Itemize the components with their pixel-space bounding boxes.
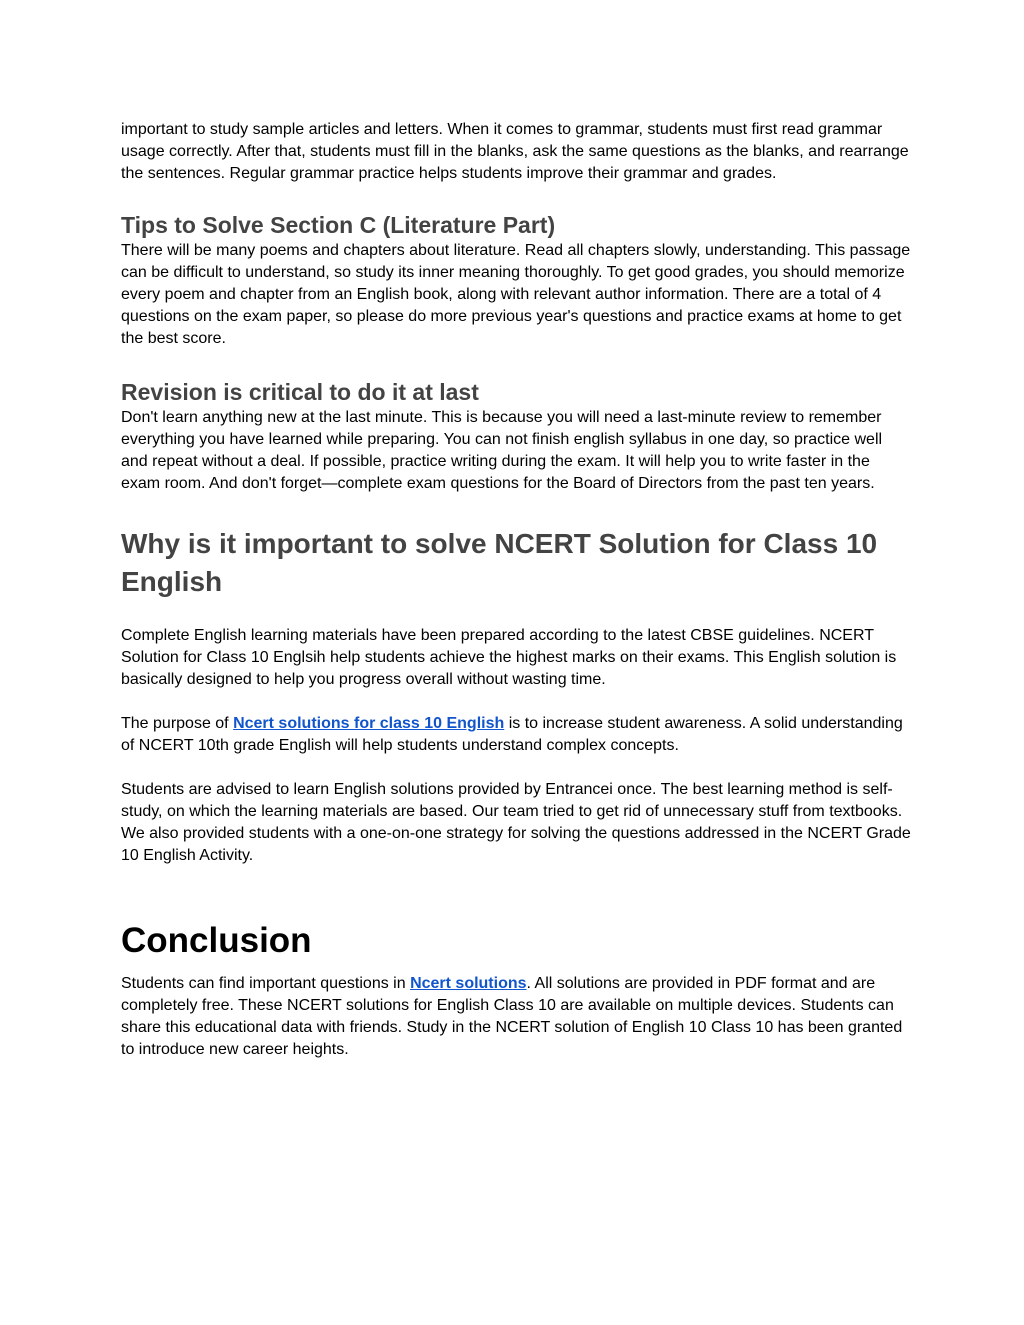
heading-why-important: Why is it important to solve NCERT Solution for Class 10 English [121,528,878,597]
why-paragraph-1: Complete English learning materials have been prepared according to the latest CBSE guidelines. NCERT Solution for Class 10 Englsih help students achieve the highest marks on their exams. This English solution is basically designed to help you progress overall without wasting time. [121,627,897,688]
heading-revision: Revision is critical to do it at last [121,379,479,405]
why-paragraph-2-after: is to increase student awareness. A solid understanding of NCERT 10th grade English will help students understand complex concepts. [121,715,903,754]
ncert-solutions-link[interactable]: Ncert solutions [410,975,527,992]
ncert-class-10-english-link[interactable]: Ncert solutions for class 10 English [233,715,505,732]
why-paragraph-2 [121,713,911,757]
revision-paragraph: Don't learn anything new at the last minute. This is because you will need a last-minute review to remember everything you have learned while preparing. You can not finish english syllabus in one day, so practice well and repeat without a deal. If possible, practice writing during the exam. It will help you to write faster in the exam room. And don't forget—complete exam questions for the Board of Directors from the past ten years. [121,409,883,492]
heading-conclusion: Conclusion [121,921,312,960]
intro-paragraph: important to study sample articles and letters. When it comes to grammar, students must first read grammar usage correctly. After that, students must fill in the blanks, ask the same questions as the blanks, and rearrange the sentences. Regular grammar practice helps students improve their grammar and grades. [121,121,909,182]
conclusion-text-after: . All solutions are provided in PDF format and are completely free. These NCERT solutions for English Class 10 are available on multiple devices. Students can share this educational data with friends. Study in the NCERT solution of English 10 Class 10 has been granted to introduce new career heights. [121,975,903,1058]
heading-tips-section-c: Tips to Solve Section C (Literature Part) [121,212,556,238]
why-paragraph-3: Students are advised to learn English solutions provided by Entrancei once. The best learning method is self-study, on which the learning materials are based. Our team tried to get rid of unnecessary stuff from textbooks. We also provided students with a one-on-one strategy for solving the questions addressed in the NCERT Grade 10 English Activity. [121,781,911,864]
document-page [121,119,911,1061]
why-paragraph-2-before: The purpose of [121,715,234,732]
conclusion-paragraph [121,973,911,1061]
tips-paragraph: There will be many poems and chapters about literature. Read all chapters slowly, understanding. This passage can be difficult to understand, so study its inner meaning thoroughly. To get good grades, you should memorize every poem and chapter from an English book, along with relevant author information. There are a total of 4 questions on the exam paper, so please do more previous year's questions and practice exams at home to get the best score. [121,242,911,347]
conclusion-text-before: Students can find important questions in [121,975,411,992]
